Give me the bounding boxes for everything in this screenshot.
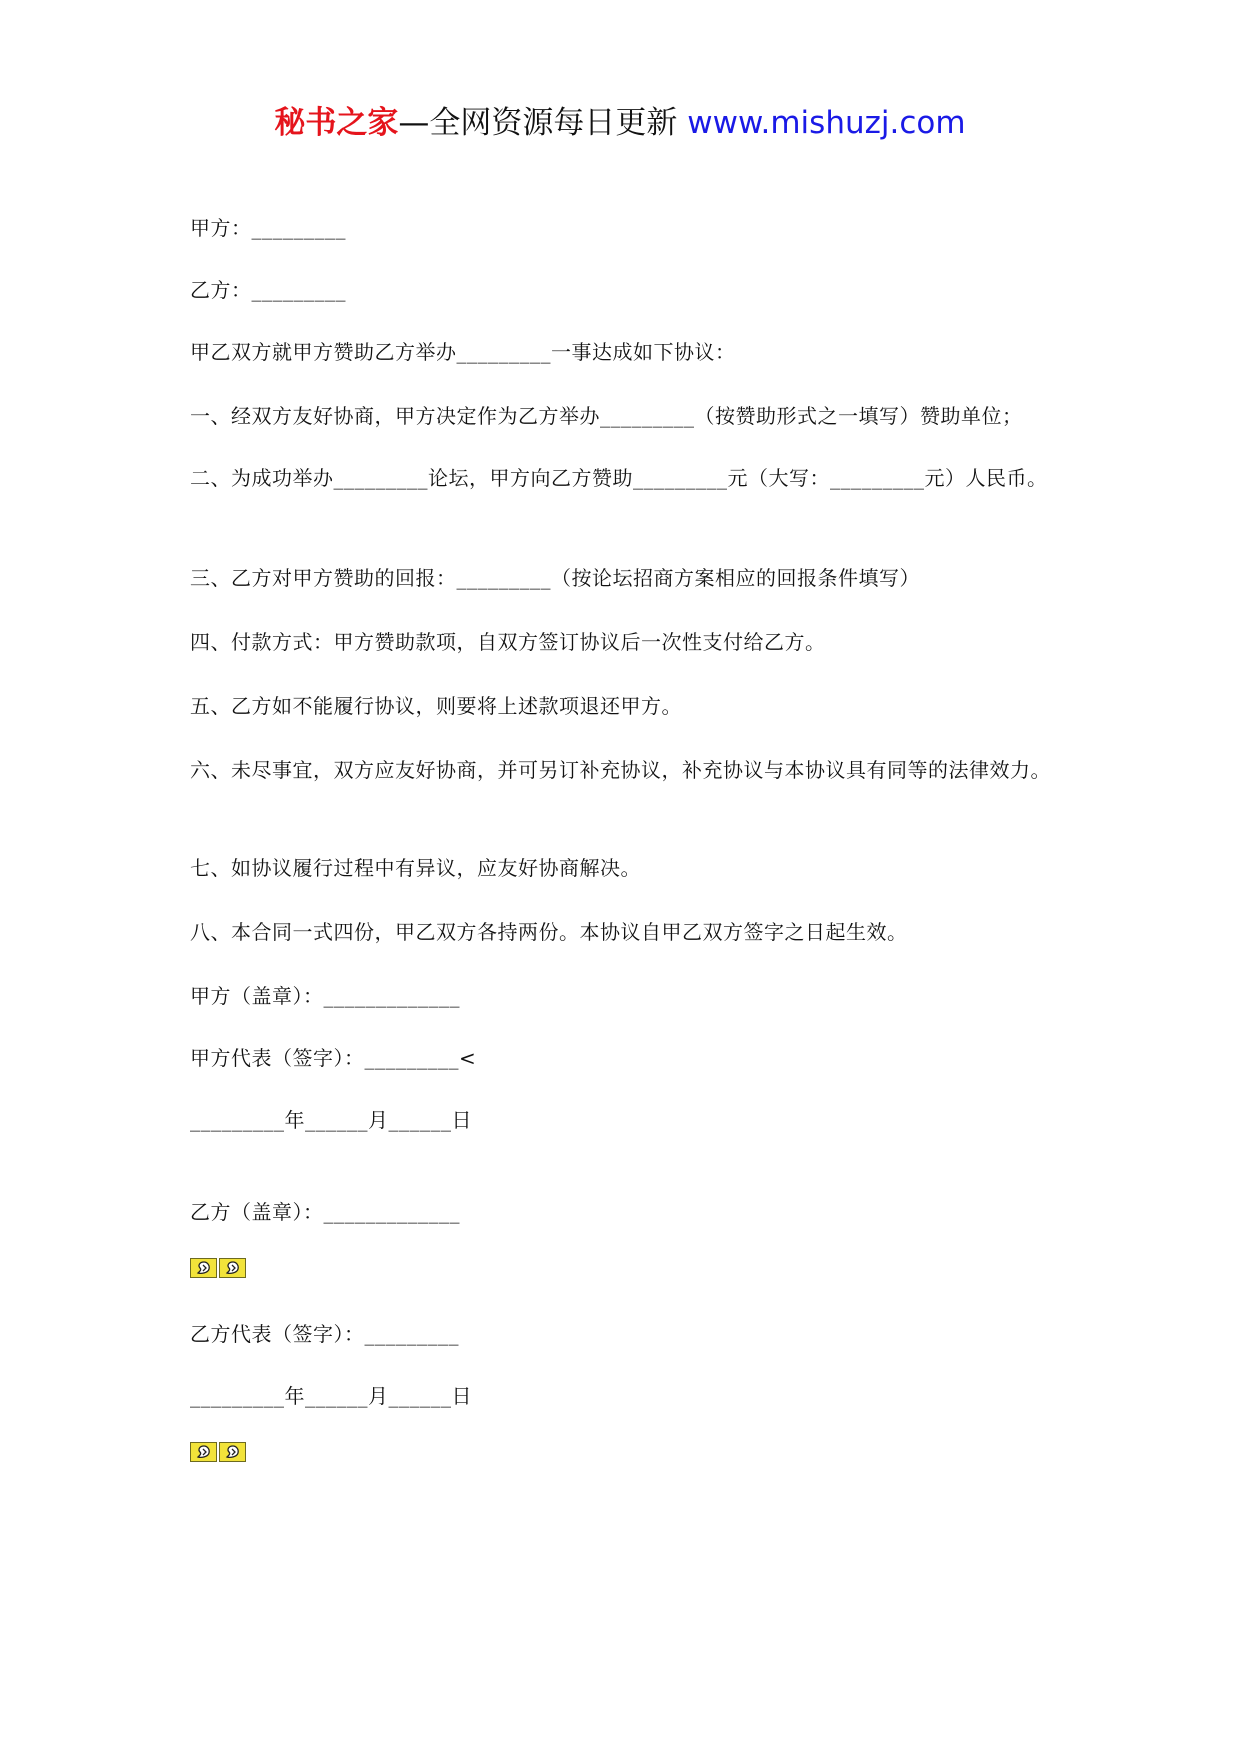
party-a-rep-line: 甲方代表（签字）：_________< [190,1046,477,1070]
clause-2: 二、为成功举办_________论坛，甲方向乙方赞助_________元（大写：_________元）人民币。 [190,466,1048,490]
party-b-date-line: _________年______月______日 [190,1384,472,1408]
placeholder-icon [190,1442,217,1462]
site-header [0,100,1240,146]
party-b-seal-line: 乙方（盖章）：_____________ [190,1200,460,1224]
clause-5: 五、乙方如不能履行协议，则要将上述款项退还甲方。 [190,694,682,718]
placeholder-icon [190,1258,217,1278]
embedded-object-icon [190,1258,250,1278]
party-b-rep-line: 乙方代表（签字）：_________ [190,1322,459,1346]
clause-6: 六、未尽事宜，双方应友好协商，并可另订补充协议，补充协议与本协议具有同等的法律效力。 [190,758,1051,782]
site-brand: 秘书之家 [274,105,399,141]
site-url-link[interactable]: www.mishuzj.com [687,105,966,141]
clause-4: 四、付款方式：甲方赞助款项，自双方签订协议后一次性支付给乙方。 [190,630,826,654]
party-a-date-line: _________年______月______日 [190,1108,472,1132]
agreement-intro: 甲乙双方就甲方赞助乙方举办_________一事达成如下协议： [190,340,736,364]
party-a-line: 甲方：_________ [190,216,346,240]
site-tagline: —全网资源每日更新 [398,105,688,141]
party-a-seal-line: 甲方（盖章）：_____________ [190,984,460,1008]
clause-1: 一、经双方友好协商，甲方决定作为乙方举办_________（按赞助形式之一填写）赞助单位； [190,404,1023,428]
clause-8: 八、本合同一式四份，甲乙双方各持两份。本协议自甲乙双方签字之日起生效。 [190,920,908,944]
placeholder-icon [219,1258,246,1278]
clause-7: 七、如协议履行过程中有异议，应友好协商解决。 [190,856,641,880]
placeholder-icon [219,1442,246,1462]
clause-3: 三、乙方对甲方赞助的回报：_________（按论坛招商方案相应的回报条件填写） [190,566,920,590]
party-b-line: 乙方：_________ [190,278,346,302]
embedded-object-icon [190,1442,250,1462]
